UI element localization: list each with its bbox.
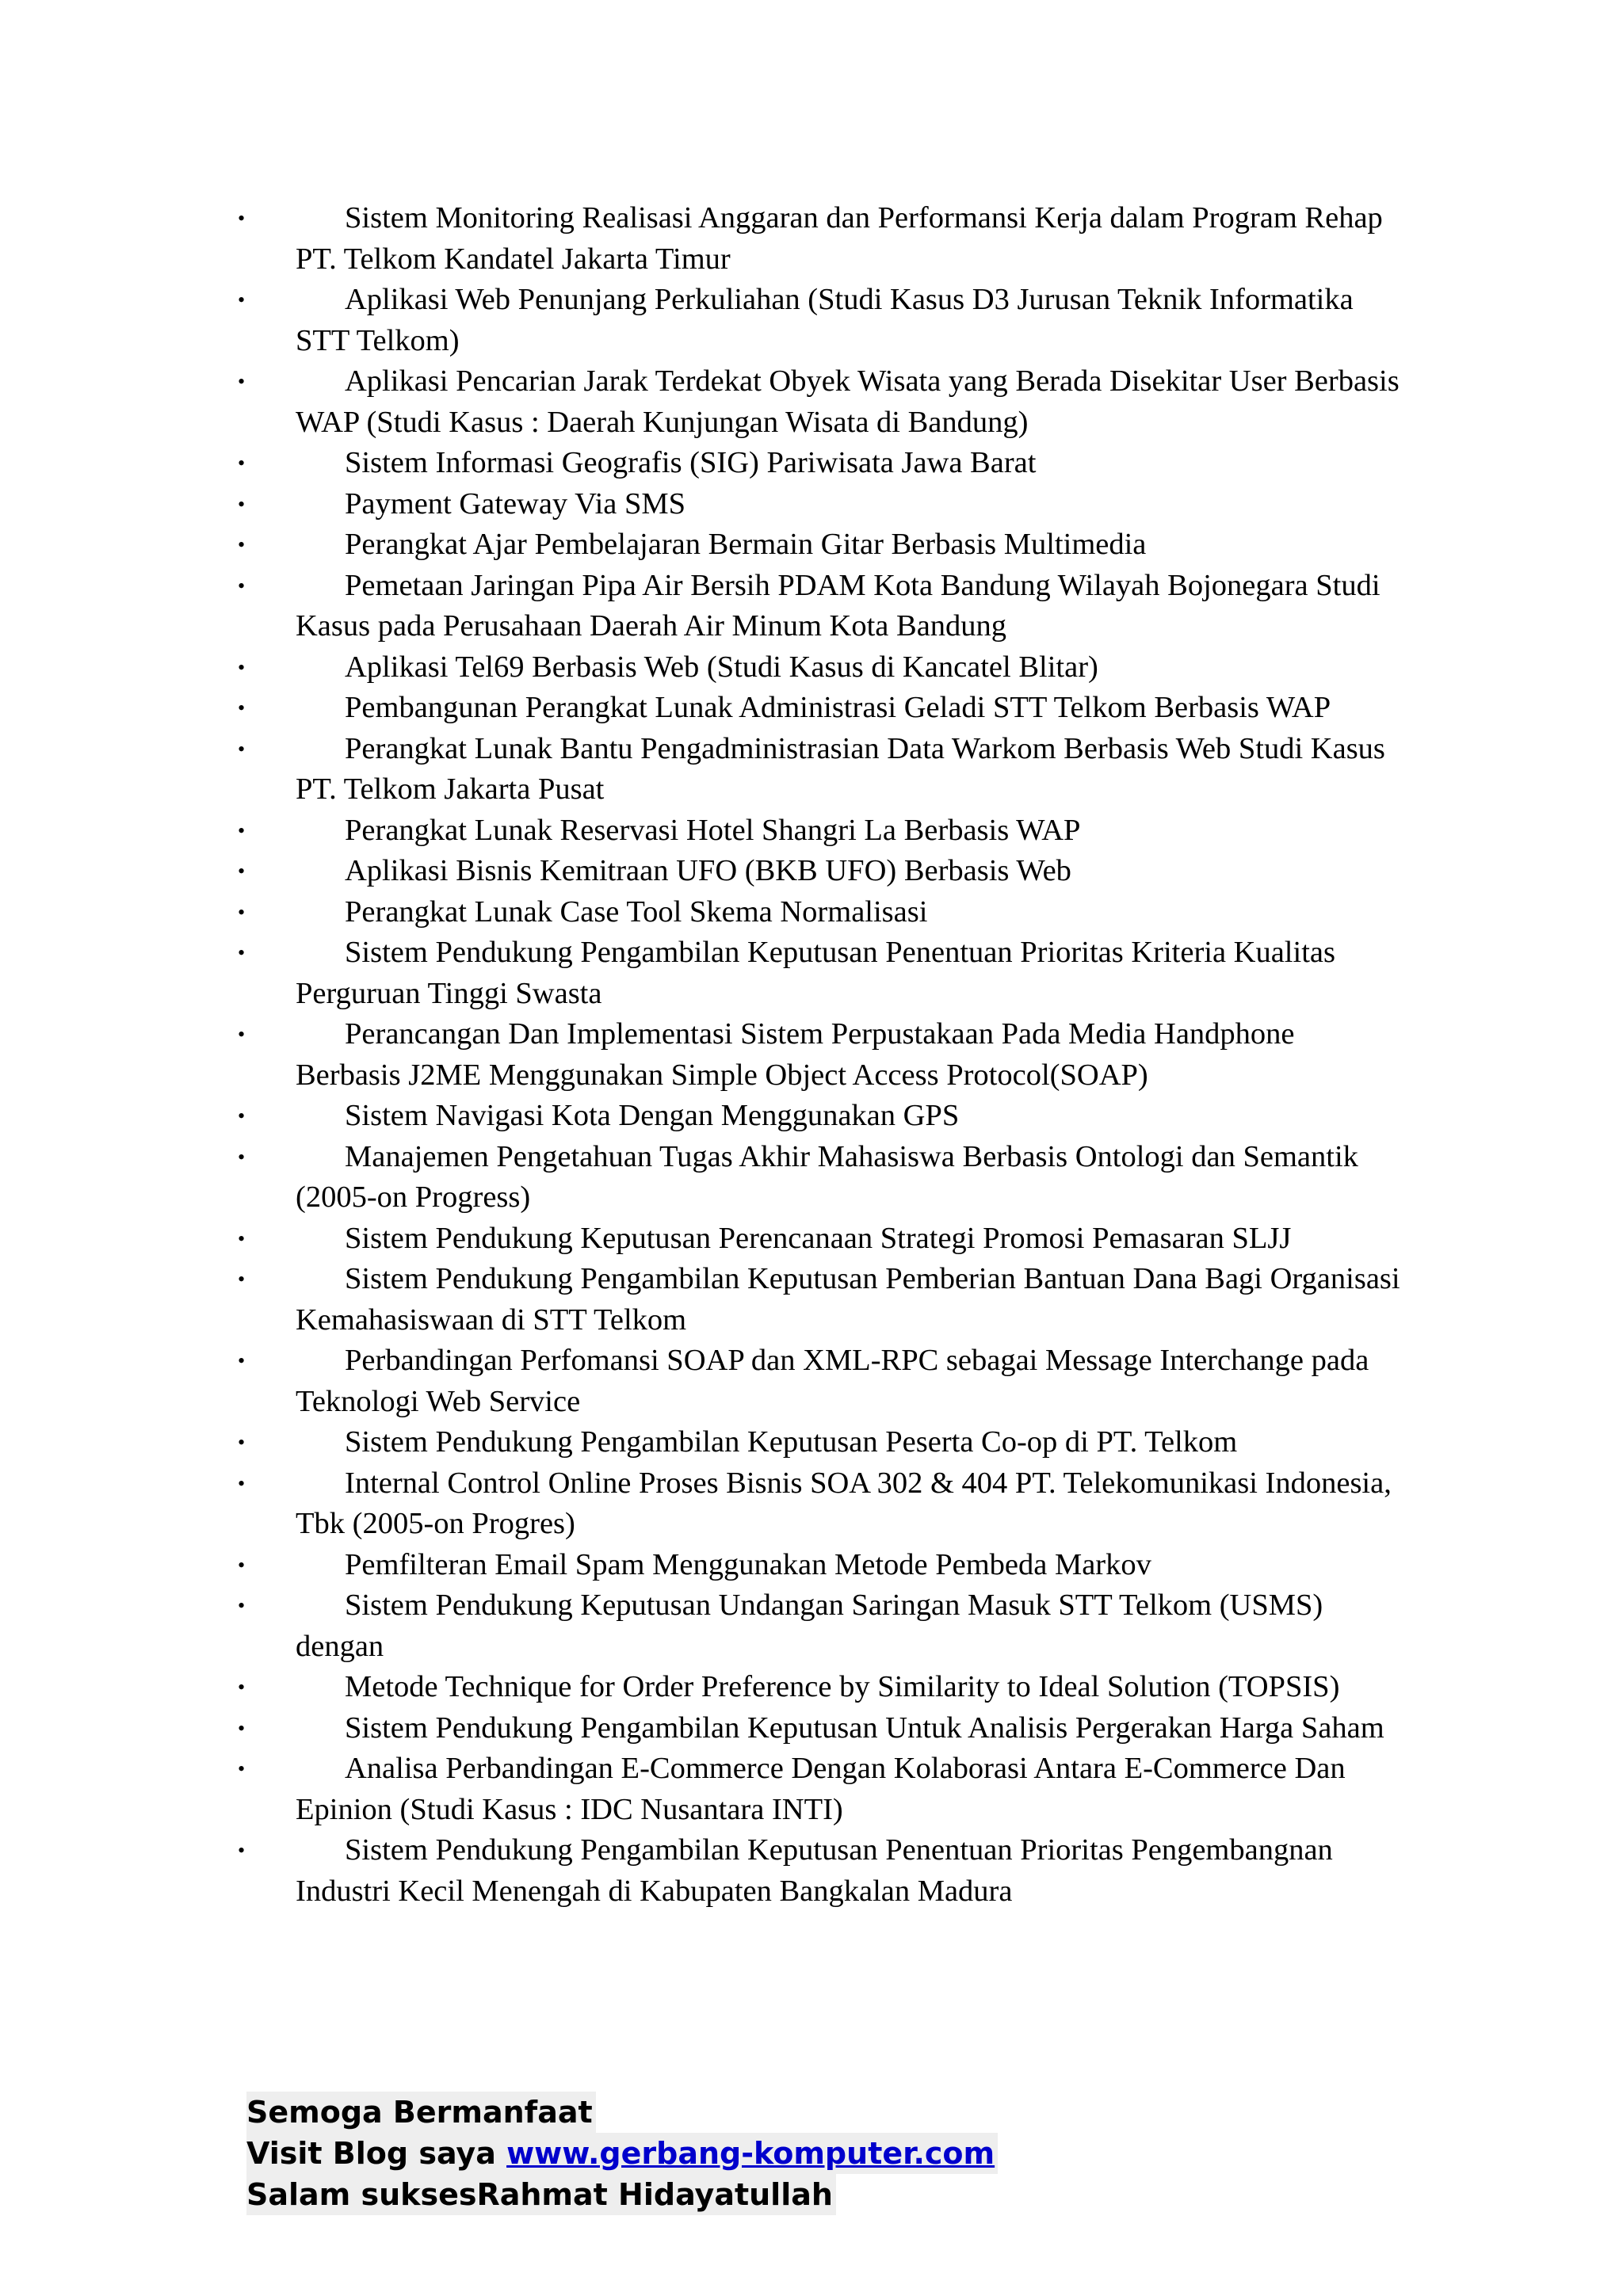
bullet-icon: •: [238, 288, 246, 311]
list-item-text: Pemetaan Jaringan Pipa Air Bersih PDAM Kota Bandung Wilayah Bojonegara Studi Kasus pada Perusahaan Daerah Air Minum Kota Bandung: [296, 568, 1381, 643]
list-item-text: Perbandingan Perfomansi SOAP dan XML-RPC sebagai Message Interchange pada Teknologi Web Service: [296, 1344, 1369, 1418]
list-item-text: Sistem Pendukung Pengambilan Keputusan Penentuan Prioritas Kriteria Kualitas Perguruan Tinggi Swasta: [296, 936, 1335, 1010]
bullet-icon: •: [238, 737, 246, 761]
bullet-icon: •: [238, 696, 246, 719]
list-item: [238, 810, 1403, 852]
list-item-text: Aplikasi Tel69 Berbasis Web (Studi Kasus di Kancatel Blitar): [345, 650, 1098, 684]
list-item: [238, 892, 1403, 933]
list-item: [238, 280, 1403, 361]
bullet-icon: •: [238, 1104, 246, 1127]
list-item-text: Aplikasi Web Penunjang Perkuliahan (Studi Kasus D3 Jurusan Teknik Informatika STT Telkom): [296, 283, 1354, 357]
list-item-text: Aplikasi Pencarian Jarak Terdekat Obyek Wisata yang Berada Disekitar User Berbasis WAP (Studi Kasus : Daerah Kunjungan Wisata di Bandung): [296, 364, 1400, 439]
list-item-text: Sistem Pendukung Pengambilan Keputusan Penentuan Prioritas Pengembangnan Industri Kecil Menengah di Kabupaten Bangkalan Madura: [296, 1833, 1333, 1908]
list-item: [238, 1219, 1403, 1260]
bullet-icon: •: [238, 574, 246, 597]
bullet-icon: •: [238, 1431, 246, 1454]
bullet-icon: •: [238, 1757, 246, 1780]
bullet-icon: •: [238, 1471, 246, 1495]
bullet-icon: •: [238, 818, 246, 842]
bullet-icon: •: [238, 1676, 246, 1699]
list-item-text: Sistem Pendukung Keputusan Perencanaan Strategi Promosi Pemasaran SLJJ: [345, 1221, 1292, 1255]
list-item: [238, 198, 1403, 280]
list-item-text: Perangkat Ajar Pembelajaran Bermain Gitar Berbasis Multimedia: [345, 528, 1147, 561]
bullet-icon: •: [238, 1594, 246, 1617]
bullet-icon: •: [238, 1716, 246, 1740]
bullet-icon: •: [238, 370, 246, 393]
list-item-text: Sistem Navigasi Kota Dengan Menggunakan GPS: [345, 1099, 960, 1132]
bullet-icon: •: [238, 941, 246, 964]
list-item: [238, 1708, 1403, 1749]
list-item-text: Aplikasi Bisnis Kemitraan UFO (BKB UFO) Berbasis Web: [345, 854, 1071, 887]
list-item-text: Perangkat Lunak Bantu Pengadministrasian Data Warkom Berbasis Web Studi Kasus PT. Telkom Jakarta Pusat: [296, 731, 1385, 806]
list-item-text: Pemfilteran Email Spam Menggunakan Metode Pembeda Markov: [345, 1547, 1151, 1581]
list-item: [238, 1667, 1403, 1708]
list-item: [238, 1422, 1403, 1463]
bullet-icon: •: [238, 860, 246, 883]
list-item-text: Analisa Perbandingan E-Commerce Dengan Kolaborasi Antara E-Commerce Dan Epinion (Studi Kasus : IDC Nusantara INTI): [296, 1752, 1346, 1826]
list-item-text: Manajemen Pengetahuan Tugas Akhir Mahasiswa Berbasis Ontologi dan Semantik (2005-on Progress): [296, 1139, 1358, 1214]
list-item: [238, 1014, 1403, 1096]
bullet-icon: •: [238, 1839, 246, 1862]
bullet-icon: •: [238, 533, 246, 556]
blog-link[interactable]: www.gerbang-komputer.com: [506, 2136, 995, 2171]
bullet-icon: •: [238, 1553, 246, 1577]
list-item: [238, 1830, 1403, 1912]
bullet-icon: •: [238, 1268, 246, 1291]
closing-greeting: Semoga Bermanfaat: [246, 2092, 596, 2133]
list-item-text: Perancangan Dan Implementasi Sistem Perpustakaan Pada Media Handphone Berbasis J2ME Menggunakan Simple Object Access Protocol(SOAP): [296, 1017, 1295, 1092]
blog-prefix: Visit Blog saya: [246, 2136, 507, 2171]
bullet-icon: •: [238, 492, 246, 516]
list-item: [238, 688, 1403, 729]
list-item-text: Internal Control Online Proses Bisnis SOA 302 & 404 PT. Telekomunikasi Indonesia, Tbk (2005-on Progres): [296, 1466, 1392, 1540]
list-item: [238, 1259, 1403, 1341]
list-item: [238, 1749, 1403, 1830]
list-item-text: Sistem Pendukung Pengambilan Keputusan Untuk Analisis Pergerakan Harga Saham: [345, 1711, 1384, 1745]
list-item: [238, 361, 1403, 443]
list-item-text: Pembangunan Perangkat Lunak Administrasi Geladi STT Telkom Berbasis WAP: [345, 691, 1331, 724]
list-item-text: Sistem Informasi Geografis (SIG) Pariwisata Jawa Barat: [345, 446, 1037, 479]
bullet-icon: •: [238, 1145, 246, 1169]
list-item: [238, 1585, 1403, 1667]
blog-line: [246, 2133, 998, 2174]
list-item-text: Perangkat Lunak Case Tool Skema Normalisasi: [345, 894, 928, 929]
list-item: [238, 1463, 1403, 1545]
list-item-text: Payment Gateway Via SMS: [345, 486, 686, 521]
list-item-text: Sistem Monitoring Realisasi Anggaran dan Performansi Kerja dalam Program Rehap PT. Telkom Kandatel Jakarta Timur: [296, 201, 1383, 276]
list-item: [238, 566, 1403, 647]
list-item: [238, 1341, 1403, 1422]
bullet-icon: •: [238, 1226, 246, 1250]
bullet-icon: •: [238, 207, 246, 230]
list-item: [238, 729, 1403, 810]
list-item-text: Sistem Pendukung Keputusan Undangan Saringan Masuk STT Telkom (USMS) dengan: [296, 1589, 1323, 1663]
list-item-text: Perangkat Lunak Reservasi Hotel Shangri La Berbasis WAP: [345, 813, 1081, 847]
list-item: [238, 1545, 1403, 1586]
list-item-text: Sistem Pendukung Pengambilan Keputusan Peserta Co-op di PT. Telkom: [345, 1425, 1238, 1459]
list-item: [238, 524, 1403, 566]
list-item-text: Sistem Pendukung Pengambilan Keputusan Pemberian Bantuan Dana Bagi Organisasi Kemahasiswaan di STT Telkom: [296, 1262, 1400, 1337]
list-item: [238, 443, 1403, 484]
project-list: [238, 198, 1403, 1912]
list-item: [238, 933, 1403, 1014]
list-item: [238, 647, 1403, 688]
bullet-icon: •: [238, 452, 246, 475]
signature-line: Salam suksesRahmat Hidayatullah: [246, 2174, 836, 2215]
list-item: [238, 851, 1403, 892]
list-item: [238, 1137, 1403, 1219]
bullet-icon: •: [238, 1023, 246, 1046]
list-item: [238, 484, 1403, 525]
bullet-icon: •: [238, 1349, 246, 1372]
list-item-text: Metode Technique for Order Preference by Similarity to Ideal Solution (TOPSIS): [345, 1670, 1340, 1703]
list-item: [238, 1096, 1403, 1137]
footer: [246, 2092, 998, 2215]
bullet-icon: •: [238, 900, 246, 924]
bullet-icon: •: [238, 655, 246, 679]
